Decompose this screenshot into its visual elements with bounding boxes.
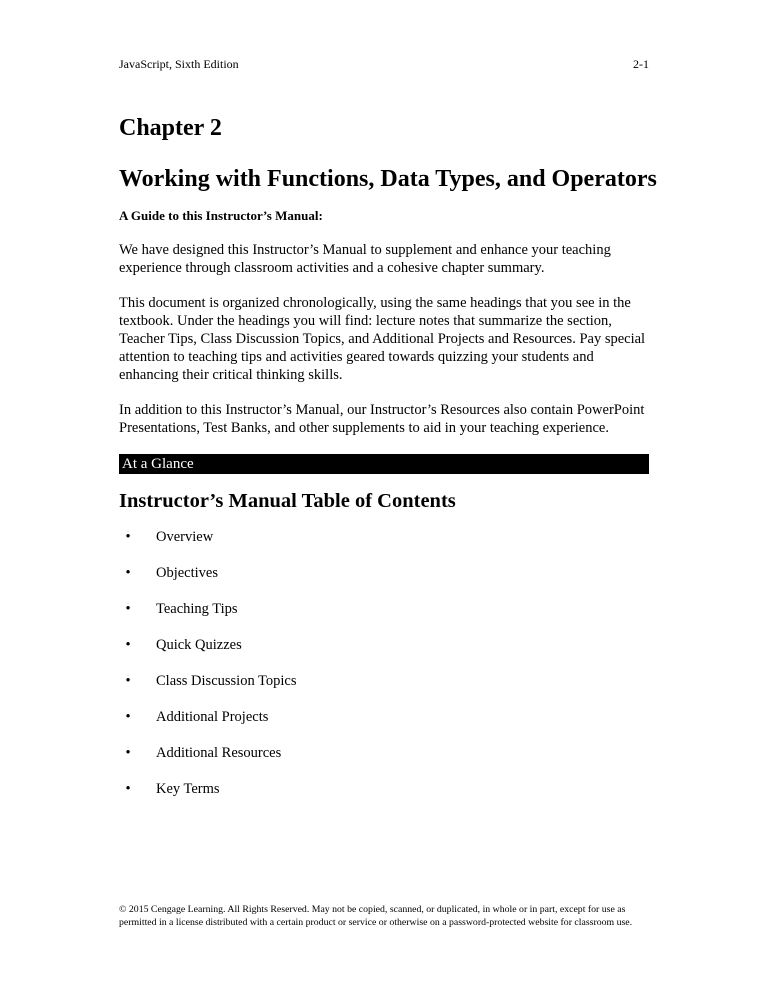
chapter-title: Working with Functions, Data Types, and Operators xyxy=(119,166,657,192)
toc-item-additional-resources xyxy=(119,744,649,762)
organization-paragraph: This document is organized chronologically, using the same headings that you see in the textbook. Under the headings you will find: lecture notes that summarize the section, Teacher Tips, Class Discussion Topics, and Additional Projects and Resources. Pay special attention to teaching tips and activities geared towards quizzing your students and enhancing their critical thinking skills. xyxy=(119,295,646,383)
toc-item-teaching-tips xyxy=(119,600,649,618)
toc-item-label: Overview xyxy=(156,529,214,545)
copyright-footer: © 2015 Cengage Learning. All Rights Reserved. May not be copied, scanned, or duplicated, in whole or in part, except for use as permitted in a license distributed with a certain product or service or otherwise on a password-protected website for classroom use. xyxy=(119,904,633,928)
bullet-icon: • xyxy=(125,601,131,617)
toc-item-label: Additional Projects xyxy=(156,709,269,725)
toc-item-quick-quizzes xyxy=(119,636,649,654)
toc-item-additional-projects xyxy=(119,708,649,726)
main-content xyxy=(119,114,657,454)
book-title: JavaScript, Sixth Edition xyxy=(119,57,239,71)
bullet-icon: • xyxy=(125,745,131,761)
toc-item-overview xyxy=(119,528,649,546)
intro-paragraph: We have designed this Instructor’s Manual to supplement and enhance your teaching experience through classroom activities and a cohesive chapter summary. xyxy=(119,242,611,276)
toc-item-label: Quick Quizzes xyxy=(156,637,242,653)
page-number: 2-1 xyxy=(633,57,649,71)
bullet-icon: • xyxy=(125,709,131,725)
toc-item-label: Objectives xyxy=(156,565,219,581)
at-a-glance-banner: At a Glance xyxy=(119,454,649,474)
resources-paragraph: In addition to this Instructor’s Manual, our Instructor’s Resources also contain PowerPoint Presentations, Test Banks, and other supplements to aid in your teaching experience. xyxy=(119,402,645,436)
bullet-icon: • xyxy=(125,673,131,689)
toc-item-label: Key Terms xyxy=(156,781,220,797)
bullet-icon: • xyxy=(125,529,131,545)
toc-item-key-terms xyxy=(119,780,649,798)
page-header xyxy=(119,56,649,72)
toc-item-label: Teaching Tips xyxy=(156,601,238,617)
bullet-icon: • xyxy=(125,637,131,653)
chapter-number: Chapter 2 xyxy=(119,115,222,141)
toc-list xyxy=(119,528,649,816)
bullet-icon: • xyxy=(125,565,131,581)
guide-heading: A Guide to this Instructor’s Manual: xyxy=(119,208,323,223)
toc-item-objectives xyxy=(119,564,649,582)
toc-heading: Instructor’s Manual Table of Contents xyxy=(119,490,456,512)
toc-item-class-discussion-topics xyxy=(119,672,649,690)
toc-item-label: Additional Resources xyxy=(156,745,282,761)
toc-item-label: Class Discussion Topics xyxy=(156,673,297,689)
bullet-icon: • xyxy=(125,781,131,797)
